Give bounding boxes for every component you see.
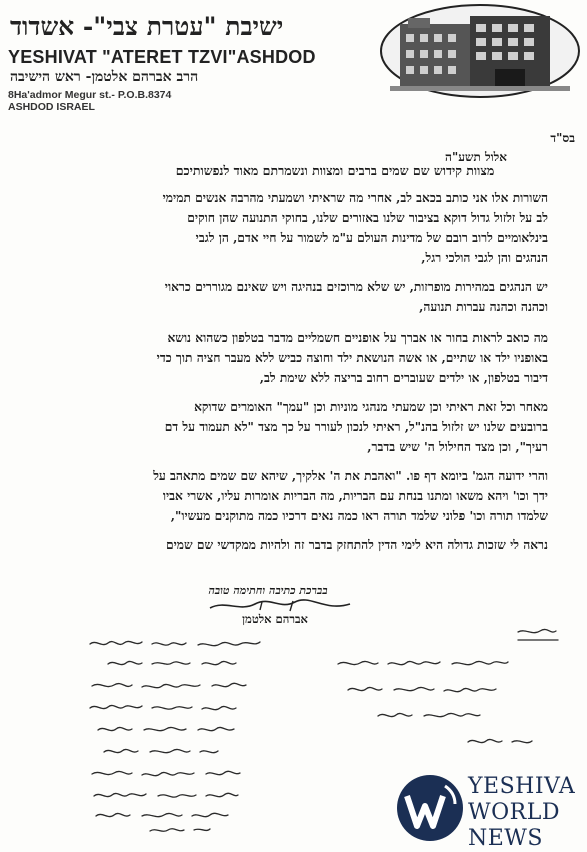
yeshiva-world-news-wordmark: [468, 774, 584, 852]
paragraph-2: [62, 277, 548, 317]
yeshiva-hebrew-name: ישיבת "עטרת צבי"- אשדוד: [10, 12, 284, 41]
text-line: וכהנה וכהנה עברות תנועה,: [419, 300, 548, 314]
text-line: יש הנהגים במהירות מופרזות, יש שלא מרוכזים בנהיגה ויש שאינם מגוררים כראוי: [164, 280, 548, 294]
paragraph-6: [62, 535, 548, 555]
text-line: לב על זלזול גדול דוקא בציבור שלנו באזורים שלנו, בחוקי התנועה שהן חוקים: [187, 211, 548, 225]
text-line: בינלאומיים לרוב רובם של מדינות העולם ע"מ לשמור על חיי אדם, הן לגבי: [195, 231, 548, 245]
logo-line-news: NEWS: [468, 826, 543, 851]
paragraph-5: [62, 466, 548, 526]
logo-line-world: WORLD: [468, 800, 560, 825]
text-line: השורות אלו אני כותב בכאב לב, אחרי מה שראיתי ושמעתי מהרבה אנשים תמימי: [162, 191, 548, 205]
text-line: שלמדו תורה וכו' פלוני שלמד תורה ראו כמה נאים דרכיו כמה מתוקנים מעשיו",: [170, 509, 548, 523]
text-line: רעיך", וכן מצד החילול ה' שיש בדבר,: [367, 440, 548, 454]
address-line: 8Ha'admor Megur st.- P.O.B.8374: [8, 89, 172, 101]
text-line: ידך וכו' ויהא משאו ומתנו בנחת עם הבריות, מה הבריות אומרות עליו, אשרי אביו: [162, 489, 548, 503]
text-line: נראה לי שזכות גדולה היא לימי הדין להתחזק בדבר זה ולהיות ממקדשי שם שמים: [165, 538, 548, 552]
letter-headline: מצוות קידוש שם שמים ברבים ומצוות ונשמרתם מאוד לנפשותיכם: [175, 163, 495, 178]
signer-name: אברהם אלטמן: [242, 612, 308, 626]
paragraph-4: [62, 397, 548, 457]
yeshiva-world-news-logo-icon: [395, 772, 465, 844]
bsd-mark: בס"ד: [550, 131, 575, 145]
yeshiva-english-name: YESHIVAT "ATERET TZVI"ASHDOD: [8, 47, 316, 67]
text-line: מה כואב לראות בחור או אברך על אופניים חשמליים מדבר בטלפון כשהוא נושא: [167, 331, 548, 345]
logo-line-yeshiva: YESHIVA: [468, 774, 576, 799]
closing-blessing: בברכת כתיבה וחתימה טובה: [208, 584, 328, 597]
letter-date: אלול תשע"ה: [445, 150, 507, 164]
paragraph-3: [62, 328, 548, 388]
address-city: ASHDOD ISRAEL: [8, 101, 95, 113]
text-line: והרי ידועה הגמ' ביומא דף פו. "ואהבת את ה' אלקיך, שיהא שם שמים מתאהב על: [153, 469, 548, 483]
paragraph-1: [62, 188, 548, 268]
text-line: ברובעים שלנו יש זלזול בהנ"ל, ראיתי לנכון לעורר על כך מצד "לא תעמוד על דם: [164, 420, 548, 434]
text-line: באופניו ילד או שתיים, או אשה הנושאת ילד וחוצה כביש ללא מעבר חציה תוך כדי: [156, 351, 548, 365]
rosh-yeshiva-line: הרב אברהם אלטמן- ראש הישיבה: [10, 69, 199, 85]
text-line: דיבור בטלפון, או ילדים שעוברים רחוב בריצה ללא שימת לב,: [259, 371, 548, 385]
building-logo-image: [380, 4, 580, 99]
text-line: הנהגים והן לגבי הולכי רגל,: [421, 251, 548, 265]
handwritten-note-right: [318, 620, 580, 770]
handwritten-note-left: [80, 630, 310, 835]
address-block: [8, 89, 171, 113]
text-line: מאחר וכל זאת ראיתי וכן שמעתי מנהגי מוניות וכן "עמך" האומרים שדוקא: [194, 400, 548, 414]
